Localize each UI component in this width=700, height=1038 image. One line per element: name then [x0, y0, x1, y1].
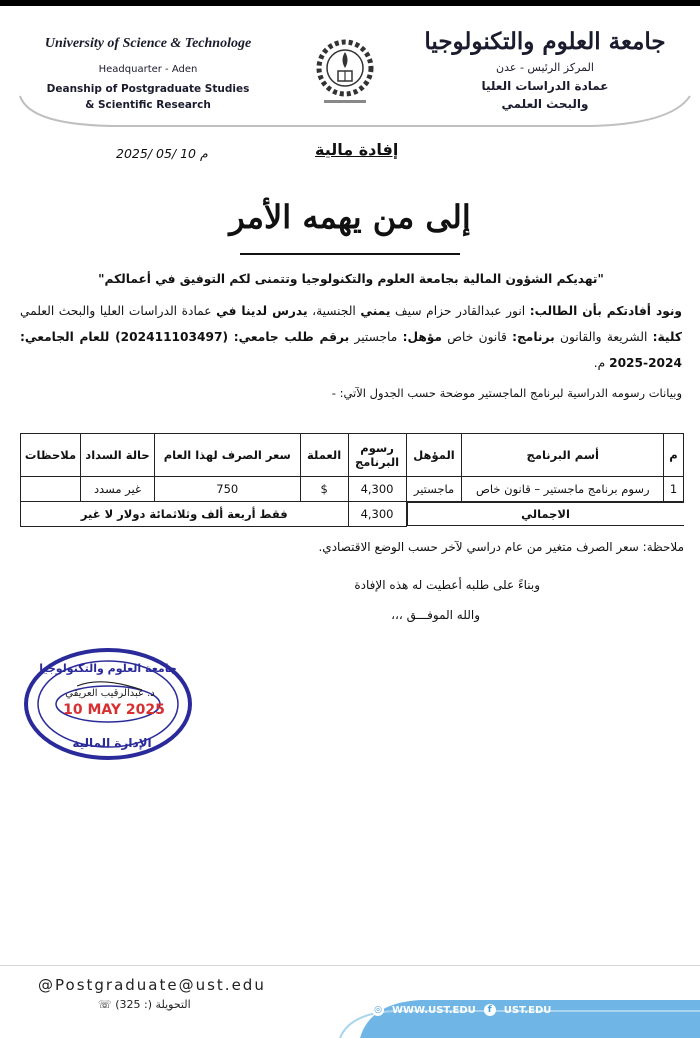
header-exchange-rate: سعر الصرف لهذا العام: [154, 434, 300, 477]
stamp-bottom-text: الإدارة المالية: [72, 736, 152, 750]
program-label: برنامج:: [512, 330, 555, 344]
closing-line1: وبناءً على طلبه أعطيت له هذه الإفادة: [354, 578, 540, 592]
deanship-en-line1: Deanship of Postgraduate Studies: [46, 83, 250, 95]
closing: [240, 570, 540, 630]
header-program-name: أسم البرنامج: [462, 434, 664, 477]
deanship-ar-line2: والبحث العلمي: [501, 97, 589, 111]
document-body: [20, 264, 682, 400]
cell-exchange-rate: 750: [154, 477, 300, 502]
stamp-date: 10 MAY 2025: [63, 702, 165, 718]
document-date: 2025/ 05/ 10 م: [116, 146, 208, 161]
cell-qualification: ماجستير: [406, 477, 462, 502]
student-name: انور عبدالقادر حزام سيف: [390, 304, 530, 318]
stamp-signatory: د. عبدالرقيب العريقي: [65, 688, 155, 699]
program-value: قانون خاص: [441, 330, 513, 344]
p1-intro: ونود أفادتكم بأن الطالب:: [529, 304, 682, 318]
total-label: الاجمالي: [407, 502, 684, 526]
footer-social[interactable]: UST.EDU: [503, 1004, 552, 1016]
document-title: إفادة مالية: [315, 140, 399, 159]
total-words: فقط أربعة ألف وثلاثمائة دولار لا غير: [21, 502, 349, 527]
header-notes: ملاحظات: [21, 434, 81, 477]
cell-currency: $: [300, 477, 348, 502]
header-program-fees: رسوم البرنامج: [348, 434, 406, 477]
official-stamp-icon: [22, 646, 194, 762]
closing-line2: والله الموفـــق ،،،: [391, 608, 480, 622]
cell-index: 1: [664, 477, 684, 502]
headquarter-en: Headquarter - Aden: [98, 64, 198, 75]
academic-year: للعام الجامعي: 2024-2025: [20, 330, 682, 370]
facebook-icon: f: [484, 1004, 496, 1016]
footer-website[interactable]: WWW.UST.EDU: [392, 1004, 476, 1016]
footer-divider: [0, 965, 700, 966]
header-divider: [0, 88, 700, 133]
qualification-label: مؤهل:: [402, 330, 442, 344]
table-total-row: [21, 502, 684, 527]
greeting: "تهديكم الشؤون المالية بجامعة العلوم والتكنولوجيا وتتمنى لكم التوفيق في أعمالكم": [98, 272, 604, 286]
greeting-text: تهديكم الشؤون المالية بجامعة العلوم والتكنولوجيا وتتمنى لكم التوفيق في أعمالكم: [104, 272, 598, 286]
college-label: كلية:: [652, 330, 682, 344]
student-id-value: (202411103497): [109, 330, 234, 344]
student-paragraph: [20, 298, 682, 376]
nationality: يمني: [360, 304, 391, 318]
student-id-label: برقم طلب جامعي:: [233, 330, 350, 344]
stamp-top-text: جامعة العلوم والتكنولوجيا: [39, 662, 177, 675]
top-border: [0, 0, 700, 6]
p1-text-c: الجنسية،: [307, 304, 361, 318]
phone-icon: ☏: [98, 998, 112, 1011]
deanship-text: عمادة الدراسات العليا والبحث العلمي: [20, 304, 217, 318]
headquarter-ar: المركز الرئيس - عدن: [496, 61, 594, 74]
p1-text-d: يدرس لدينا في: [216, 304, 308, 318]
cell-notes: [21, 477, 81, 502]
university-name-ar: جامعة العلوم والتكنولوجيا: [424, 28, 666, 55]
cell-payment-status: غير مسدد: [81, 477, 155, 502]
globe-icon: ◎: [372, 1004, 384, 1016]
college-value: الشريعة والقانون: [554, 330, 653, 344]
deanship-en-line2: & Scientific Research: [85, 99, 211, 111]
p1-end: م.: [593, 356, 610, 370]
deanship-ar-line1: عمادة الدراسات العليا: [481, 79, 609, 93]
total-spacer: [406, 502, 683, 527]
qualification-value: ماجستير: [349, 330, 403, 344]
header-currency: العملة: [300, 434, 348, 477]
footer-email: @Postgraduate@ust.edu: [38, 976, 266, 994]
cell-program-name: رسوم برنامج ماجستير – قانون خاص: [462, 477, 664, 502]
table-intro: وبيانات رسومه الدراسية لبرنامج الماجستير موضحة حسب الجدول الآتي: -: [331, 386, 682, 400]
university-name-en: University of Science & Technologe: [44, 36, 252, 51]
header-payment-status: حالة السداد: [81, 434, 155, 477]
table-row: [21, 477, 684, 502]
header-qualification: المؤهل: [406, 434, 462, 477]
header-index: م: [664, 434, 684, 477]
total-value: 4,300: [348, 502, 406, 527]
footer-wave: [0, 985, 700, 1038]
fees-table: [20, 433, 684, 527]
salutation-underline: [240, 253, 460, 255]
salutation: إلى من يهمه الأمر: [229, 198, 471, 236]
cell-program-fees: 4,300: [348, 477, 406, 502]
table-header-row: [21, 434, 684, 477]
footer-phone-text: (325 :) التحويلة: [115, 998, 191, 1011]
exchange-rate-note: ملاحظة: سعر الصرف متغير من عام دراسي لآخر حسب الوضع الاقتصادي.: [318, 540, 684, 554]
footer-web: [372, 1004, 551, 1016]
